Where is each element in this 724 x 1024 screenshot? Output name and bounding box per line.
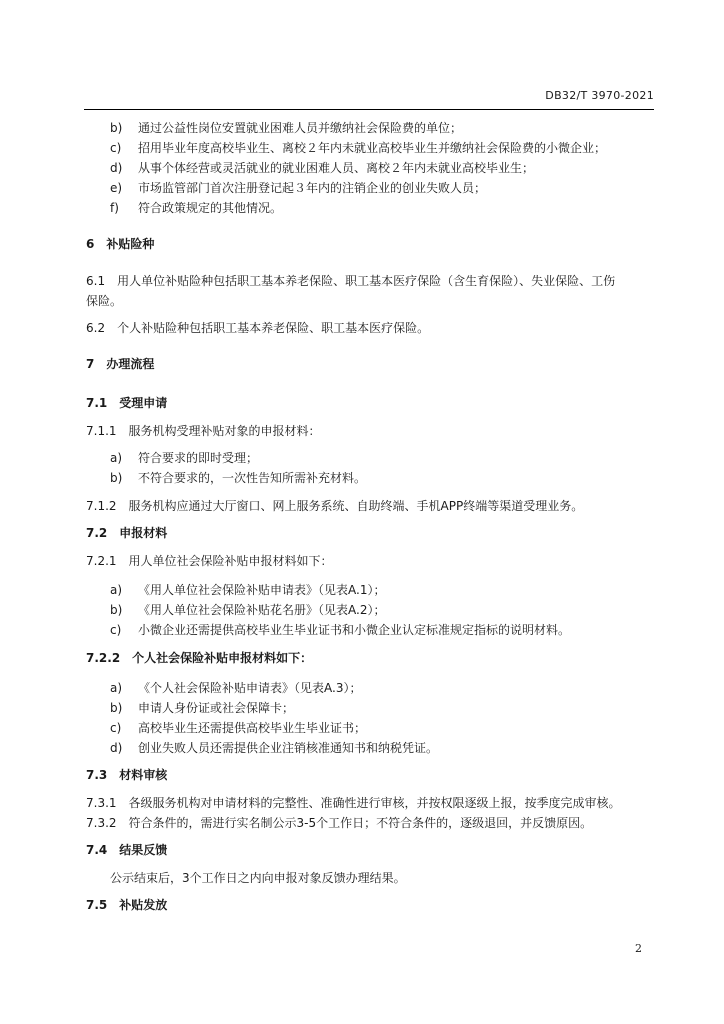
paragraph-7-1-1: 7.1.1 服务机构受理补贴对象的申报材料： bbox=[86, 424, 321, 438]
subsection-heading-7-2: 7.2 申报材料 bbox=[86, 526, 168, 540]
list-item-marker: a) bbox=[110, 451, 123, 465]
list-item-marker: b) bbox=[110, 701, 123, 715]
list-item-marker: a) bbox=[110, 583, 123, 597]
list-item: 符合要求的即时受理； bbox=[138, 451, 259, 465]
list-item-marker: b) bbox=[110, 121, 123, 135]
paragraph-6-1-cont: 保险。 bbox=[86, 294, 123, 308]
list-item: 符合政策规定的其他情况。 bbox=[138, 201, 283, 215]
list-item: 《个人社会保险补贴申请表》（见表A.3）； bbox=[138, 681, 362, 695]
paragraph-7-2-1: 7.2.1 用人单位社会保险补贴申报材料如下： bbox=[86, 554, 333, 568]
list-item-marker: e) bbox=[110, 181, 123, 195]
paragraph-6-1: 6.1 用人单位补贴险种包括职工基本养老保险、职工基本医疗保险（含生育保险）、失业保险、工伤 bbox=[86, 274, 616, 288]
list-item-marker: c) bbox=[110, 623, 122, 637]
list-item: 高校毕业生还需提供高校毕业生毕业证书； bbox=[138, 721, 367, 735]
list-item: 不符合要求的，一次性告知所需补充材料。 bbox=[138, 471, 367, 485]
list-item: 创业失败人员还需提供企业注销核准通知书和纳税凭证。 bbox=[138, 741, 439, 755]
paragraph-7-3-2: 7.3.2 符合条件的，需进行实名制公示3-5个工作日；不符合条件的，逐级退回，并反馈原因。 bbox=[86, 816, 593, 830]
document-code: DB32/T 3970-2021 bbox=[545, 89, 654, 102]
list-item: 招用毕业年度高校毕业生、离校２年内未就业高校毕业生并缴纳社会保险费的小微企业； bbox=[138, 141, 607, 155]
paragraph-7-2-2: 7.2.2 个人社会保险补贴申报材料如下： bbox=[86, 651, 313, 665]
list-item-marker: c) bbox=[110, 141, 122, 155]
page-number: 2 bbox=[635, 942, 642, 955]
list-item-marker: b) bbox=[110, 471, 123, 485]
list-item: 从事个体经营或灵活就业的就业困难人员、离校２年内未就业高校毕业生； bbox=[138, 161, 535, 175]
section-heading-7: 7 办理流程 bbox=[86, 357, 155, 371]
list-item: 市场监管部门首次注册登记起３年内的注销企业的创业失败人员； bbox=[138, 181, 487, 195]
list-item: 《用人单位社会保险补贴申请表》（见表A.1）； bbox=[138, 583, 386, 597]
list-item-marker: c) bbox=[110, 721, 122, 735]
header-rule bbox=[84, 109, 654, 110]
list-item: 申请人身份证或社会保障卡； bbox=[138, 701, 295, 715]
list-item: 通过公益性岗位安置就业困难人员并缴纳社会保险费的单位； bbox=[138, 121, 463, 135]
subsection-heading-7-4: 7.4 结果反馈 bbox=[86, 843, 168, 857]
section-heading-6: 6 补贴险种 bbox=[86, 237, 155, 251]
list-item-marker: d) bbox=[110, 741, 123, 755]
paragraph-7-4: 公示结束后，3个工作日之内向申报对象反馈办理结果。 bbox=[110, 871, 406, 885]
list-item-marker: f) bbox=[110, 201, 119, 215]
paragraph-7-3-1: 7.3.1 各级服务机构对申请材料的完整性、准确性进行审核，并按权限逐级上报，按季度完成审核。 bbox=[86, 796, 621, 810]
list-item-marker: a) bbox=[110, 681, 123, 695]
list-item: 《用人单位社会保险补贴花名册》（见表A.2）； bbox=[138, 603, 386, 617]
subsection-heading-7-3: 7.3 材料审核 bbox=[86, 768, 168, 782]
subsection-heading-7-1: 7.1 受理申请 bbox=[86, 396, 168, 410]
paragraph-6-2: 6.2 个人补贴险种包括职工基本养老保险、职工基本医疗保险。 bbox=[86, 321, 430, 335]
list-item-marker: d) bbox=[110, 161, 123, 175]
subsection-heading-7-5: 7.5 补贴发放 bbox=[86, 898, 168, 912]
list-item: 小微企业还需提供高校毕业生毕业证书和小微企业认定标准规定指标的说明材料。 bbox=[138, 623, 571, 637]
list-item-marker: b) bbox=[110, 603, 123, 617]
paragraph-7-1-2: 7.1.2 服务机构应通过大厅窗口、网上服务系统、自助终端、手机APP终端等渠道受理业务。 bbox=[86, 499, 584, 513]
